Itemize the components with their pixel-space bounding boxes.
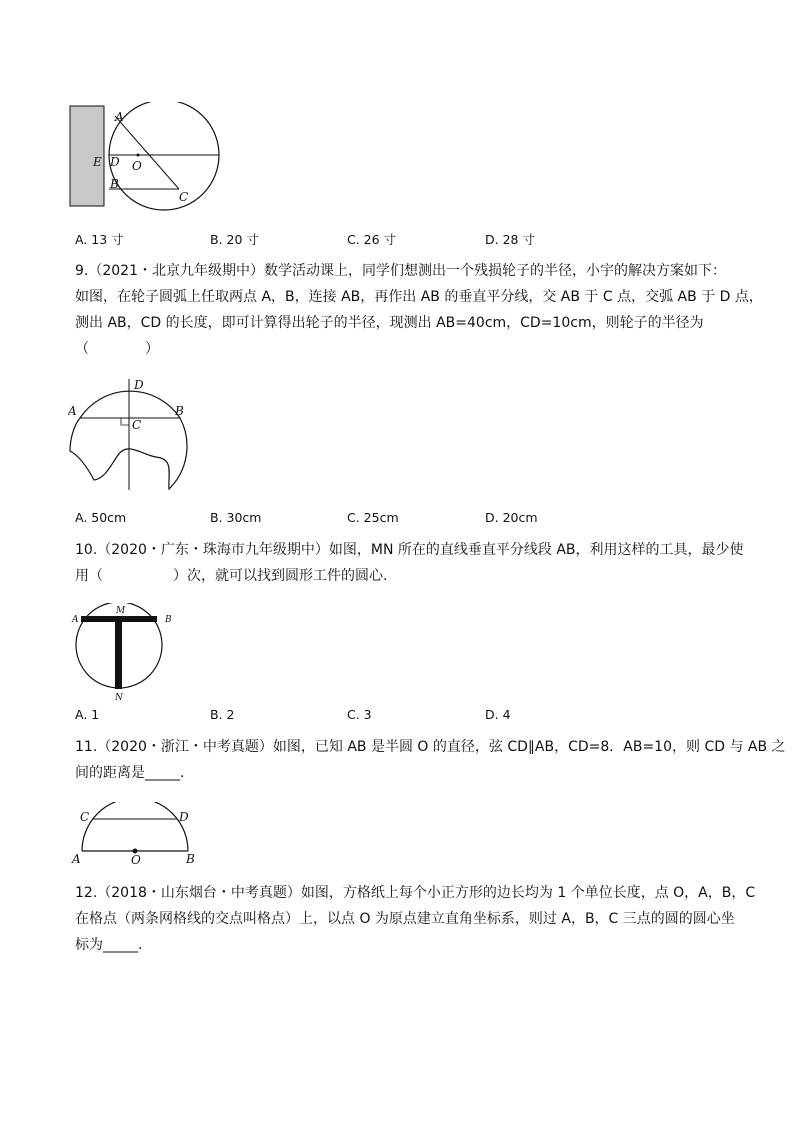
q9-label-c: C bbox=[132, 418, 142, 432]
q11-label-d: D bbox=[179, 810, 189, 824]
q9-right-angle-mark bbox=[121, 418, 129, 425]
q12-line-2: 在格点（两条网格线的交点叫格点）上，以点 O 为原点建立直角坐标系，则过 A，B，C 三点的圆的圆心坐 bbox=[75, 911, 735, 927]
q10-option-b[interactable]: B. 2 bbox=[210, 707, 235, 722]
q10-options bbox=[75, 707, 735, 727]
q8-figure bbox=[68, 102, 228, 212]
q12-line-1: 12.（2018・山东烟台・中考真题）如图，方格纸上每个小正方形的边长均为 1 个单位长度，点 O，A，B，C bbox=[75, 885, 756, 901]
q10-label-n: N bbox=[115, 693, 123, 703]
q9-text bbox=[75, 258, 763, 362]
q11-label-c: C bbox=[80, 810, 90, 824]
q11-label-o: O bbox=[131, 853, 141, 867]
q8-center-point bbox=[137, 154, 140, 157]
q8-option-c[interactable]: C. 26 寸 bbox=[347, 232, 397, 247]
q11-line-1: 11.（2020・浙江・中考真题）如图，已知 AB 是半圆 O 的直径，弦 CD∥AB，CD=8．AB=10，则 CD 与 AB 之 bbox=[75, 739, 786, 755]
q8-option-b[interactable]: B. 20 寸 bbox=[210, 232, 259, 247]
q9-line-1: 9.（2021・北京九年级期中）数学活动课上，同学们想测出一个残损轮子的半径，小宇的解决方案如下： bbox=[75, 263, 726, 279]
q9-figure bbox=[68, 375, 198, 500]
q10-figure bbox=[68, 603, 188, 703]
q10-line-2: 用（ ）次，就可以找到圆形工件的圆心. bbox=[75, 568, 388, 584]
q10-label-a: A bbox=[72, 615, 79, 625]
q9-label-b: B bbox=[175, 404, 184, 418]
q10-option-a[interactable]: A. 1 bbox=[75, 707, 100, 722]
q9-option-c[interactable]: C. 25cm bbox=[347, 510, 399, 525]
q11-label-a: A bbox=[72, 852, 81, 866]
q8-label-c: C bbox=[179, 190, 189, 204]
q9-line-4: （ ） bbox=[75, 341, 159, 357]
q11-line-2: 间的距离是_____. bbox=[75, 765, 185, 781]
q8-label-b: B bbox=[110, 177, 119, 191]
q9-line-3: 测出 AB，CD 的长度，即可计算得出轮子的半径，现测出 AB=40cm，CD=10cm，则轮子的半径为 bbox=[75, 315, 704, 331]
q8-options bbox=[75, 230, 735, 250]
q8-chord-ac bbox=[115, 116, 179, 189]
q8-label-d: D bbox=[110, 155, 120, 169]
q9-option-a[interactable]: A. 50cm bbox=[75, 510, 127, 525]
q11-figure bbox=[68, 802, 203, 867]
q9-option-d[interactable]: D. 20cm bbox=[485, 510, 538, 525]
q10-line-1: 10.（2020・广东・珠海市九年级期中）如图，MN 所在的直线垂直平分线段 AB，利用这样的工具，最少使 bbox=[75, 542, 744, 558]
q9-label-d: D bbox=[134, 378, 144, 392]
q11-label-b: B bbox=[186, 852, 195, 866]
q11-text bbox=[75, 734, 786, 786]
q9-line-2: 如图，在轮子圆弧上任取两点 A，B，连接 AB，再作出 AB 的垂直平分线，交 AB 于 C 点，交弧 AB 于 D 点， bbox=[75, 289, 763, 305]
q12-line-3: 标为_____. bbox=[75, 937, 143, 953]
q10-option-c[interactable]: C. 3 bbox=[347, 707, 372, 722]
q10-text bbox=[75, 537, 744, 589]
q10-option-d[interactable]: D. 4 bbox=[485, 707, 511, 722]
q10-label-b: B bbox=[165, 615, 172, 625]
q8-option-d[interactable]: D. 28 寸 bbox=[485, 232, 535, 247]
q9-options bbox=[75, 510, 735, 530]
q9-option-b[interactable]: B. 30cm bbox=[210, 510, 262, 525]
q9-label-a: A bbox=[68, 404, 77, 418]
q8-label-a: A bbox=[115, 110, 124, 124]
q10-t-stem bbox=[115, 616, 122, 689]
q8-circle bbox=[109, 102, 219, 210]
q8-option-a[interactable]: A. 13 寸 bbox=[75, 232, 124, 247]
q11-semicircle bbox=[82, 802, 188, 851]
q12-text bbox=[75, 880, 756, 958]
q8-label-e: E bbox=[93, 155, 102, 169]
q8-label-o: O bbox=[132, 159, 142, 173]
q10-label-m: M bbox=[116, 606, 126, 616]
